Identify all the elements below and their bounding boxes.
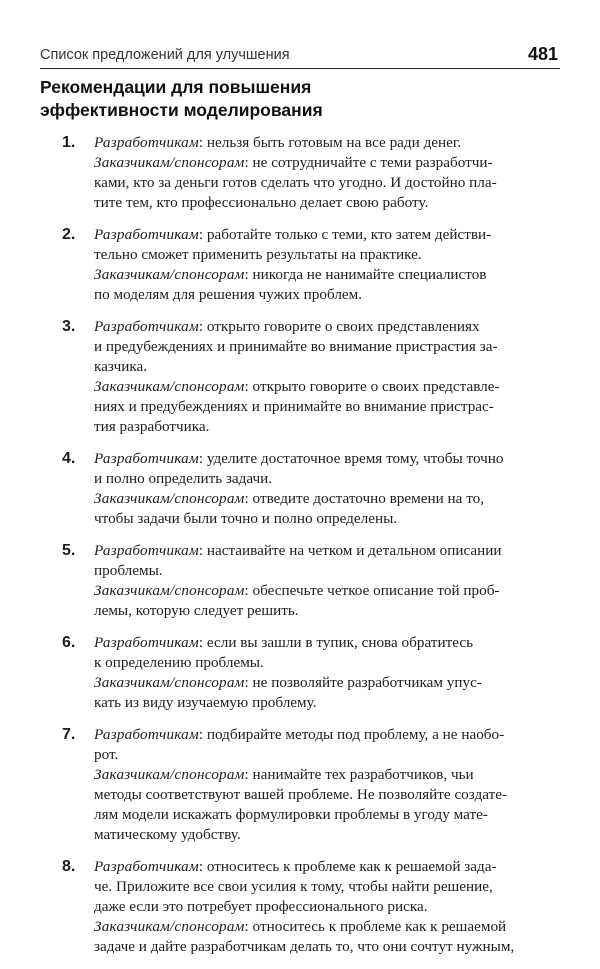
text-line [94, 377, 559, 397]
text-line [94, 765, 559, 785]
role-label: Заказчикам/спонсорам [94, 154, 245, 171]
line-text: : нельзя быть готовым на все ради денег. [198, 134, 462, 151]
item-body [94, 541, 559, 621]
text-line [94, 225, 559, 245]
text-line [94, 785, 559, 805]
line-text: ками, кто за деньги готов сделать что угодно. И достойно пла- [94, 174, 497, 191]
line-text: : обеспечьте четкое описание той проб- [244, 582, 500, 599]
text-line [94, 245, 559, 265]
line-text: лемы, которую следует решить. [94, 602, 299, 619]
line-text: : относитесь к проблеме как к решаемой [244, 918, 507, 935]
role-label: Заказчикам/спонсорам [94, 918, 245, 935]
text-line [94, 449, 559, 469]
text-line [94, 153, 559, 173]
role-label: Заказчикам/спонсорам [94, 378, 245, 395]
item-body [94, 449, 559, 529]
line-text: : не позволяйте разработчикам упус- [244, 674, 482, 691]
role-label: Разработчикам [94, 226, 199, 243]
text-line [94, 673, 559, 693]
text-line [94, 877, 559, 897]
text-line [94, 825, 559, 845]
role-label: Разработчикам [94, 858, 199, 875]
text-line [94, 285, 559, 305]
developers-advice [94, 633, 559, 673]
item-number: 8. [62, 858, 76, 875]
developers-advice [94, 857, 559, 917]
text-line [94, 601, 559, 621]
developers-advice [94, 541, 559, 581]
text-line [94, 937, 559, 957]
line-text: : открыто говорите о своих представлениях [198, 318, 480, 335]
customers-advice [94, 917, 559, 957]
developers-advice [94, 133, 559, 153]
text-line [94, 581, 559, 601]
role-label: Заказчикам/спонсорам [94, 674, 245, 691]
text-line [94, 397, 559, 417]
text-line [94, 917, 559, 937]
section-title [40, 76, 560, 122]
item-number: 6. [62, 634, 76, 651]
page-header [40, 44, 560, 69]
text-line [94, 725, 559, 745]
item-number: 4. [62, 450, 76, 467]
role-label: Заказчикам/спонсорам [94, 582, 245, 599]
line-text: : подбирайте методы под проблему, а не наобо- [198, 726, 505, 743]
role-label: Разработчикам [94, 634, 199, 651]
text-line [94, 193, 559, 213]
line-text: матическому удобству. [94, 826, 241, 843]
item-number: 1. [62, 134, 76, 151]
customers-advice [94, 265, 559, 305]
item-number: 7. [62, 726, 76, 743]
text-line [94, 541, 559, 561]
customers-advice [94, 581, 559, 621]
text-line [94, 265, 559, 285]
role-label: Разработчикам [94, 134, 199, 151]
running-title: Список предложений для улучшения [40, 47, 290, 63]
role-label: Заказчикам/спонсорам [94, 266, 245, 283]
text-line [94, 133, 559, 153]
line-text: и предубеждениях и принимайте во внимание пристрастия за- [94, 338, 498, 355]
customers-advice [94, 153, 559, 213]
item-body [94, 317, 559, 437]
text-line [94, 693, 559, 713]
line-text: : никогда не нанимайте специалистов [244, 266, 487, 283]
line-text: : если вы зашли в тупик, снова обратитесь [198, 634, 473, 651]
role-label: Заказчикам/спонсорам [94, 490, 245, 507]
line-text: тите тем, кто профессионально делает свою работу. [94, 194, 429, 211]
customers-advice [94, 765, 559, 845]
line-text: тия разработчика. [94, 418, 210, 435]
item-number: 5. [62, 542, 76, 559]
developers-advice [94, 225, 559, 265]
item-number: 3. [62, 318, 76, 335]
text-line [94, 469, 559, 489]
line-text: : нанимайте тех разработчиков, чьи [244, 766, 474, 783]
role-label: Разработчикам [94, 542, 199, 559]
customers-advice [94, 489, 559, 529]
customers-advice [94, 673, 559, 713]
line-text: по моделям для решения чужих проблем. [94, 286, 363, 303]
line-text: чтобы задачи были точно и полно определены. [94, 510, 398, 527]
role-label: Разработчикам [94, 318, 199, 335]
text-line [94, 173, 559, 193]
line-text: задаче и дайте разработчикам делать то, что они сочтут нужным, [94, 938, 515, 955]
text-line [94, 489, 559, 509]
recommendation-item [0, 225, 600, 305]
line-text: : отведите достаточно времени на то, [244, 490, 485, 507]
item-body [94, 225, 559, 305]
developers-advice [94, 449, 559, 489]
recommendation-item [0, 725, 600, 845]
role-label: Заказчикам/спонсорам [94, 766, 245, 783]
line-text: лям модели искажать формулировки проблемы в угоду мате- [94, 806, 488, 823]
line-text: : открыто говорите о своих представле- [244, 378, 500, 395]
recommendation-item [0, 317, 600, 437]
text-line [94, 317, 559, 337]
line-text: : уделите достаточное время тому, чтобы точно [198, 450, 504, 467]
role-label: Разработчикам [94, 450, 199, 467]
text-line [94, 337, 559, 357]
text-line [94, 745, 559, 765]
item-body [94, 725, 559, 845]
line-text: даже если это потребует профессионального риска. [94, 898, 428, 915]
item-body [94, 857, 559, 957]
line-text: рот. [94, 746, 119, 763]
text-line [94, 857, 559, 877]
section-title-line: Рекомендации для повышения [40, 77, 312, 97]
item-body [94, 633, 559, 713]
text-line [94, 633, 559, 653]
line-text: : относитесь к проблеме как к решаемой зада- [198, 858, 497, 875]
line-text: казчика. [94, 358, 148, 375]
text-line [94, 653, 559, 673]
item-number: 2. [62, 226, 76, 243]
item-body [94, 133, 559, 213]
line-text: ниях и предубеждениях и принимайте во внимание пристрас- [94, 398, 494, 415]
line-text: че. Приложите все свои усилия к тому, чтобы найти решение, [94, 878, 493, 895]
line-text: : не сотрудничайте с теми разработчи- [244, 154, 493, 171]
page-number: 481 [527, 44, 558, 64]
line-text: : настаивайте на четком и детальном описании [198, 542, 502, 559]
recommendation-item [0, 541, 600, 621]
line-text: методы соответствуют вашей проблеме. Не позволяйте создате- [94, 786, 508, 803]
recommendation-item [0, 133, 600, 213]
customers-advice [94, 377, 559, 437]
recommendation-item [0, 857, 600, 957]
text-line [94, 509, 559, 529]
line-text: к определению проблемы. [94, 654, 264, 671]
developers-advice [94, 317, 559, 377]
line-text: и полно определить задачи. [94, 470, 273, 487]
recommendation-item [0, 449, 600, 529]
text-line [94, 561, 559, 581]
developers-advice [94, 725, 559, 765]
recommendations-list [0, 133, 600, 969]
text-line [94, 357, 559, 377]
line-text: тельно сможет применить результаты на практике. [94, 246, 422, 263]
text-line [94, 805, 559, 825]
text-line [94, 417, 559, 437]
text-line [94, 897, 559, 917]
line-text: кать из виду изучаемую проблему. [94, 694, 317, 711]
role-label: Разработчикам [94, 726, 199, 743]
line-text: проблемы. [94, 562, 163, 579]
line-text: : работайте только с теми, кто затем действи- [198, 226, 492, 243]
section-title-line: эффективности моделирования [40, 100, 323, 120]
recommendation-item [0, 633, 600, 713]
